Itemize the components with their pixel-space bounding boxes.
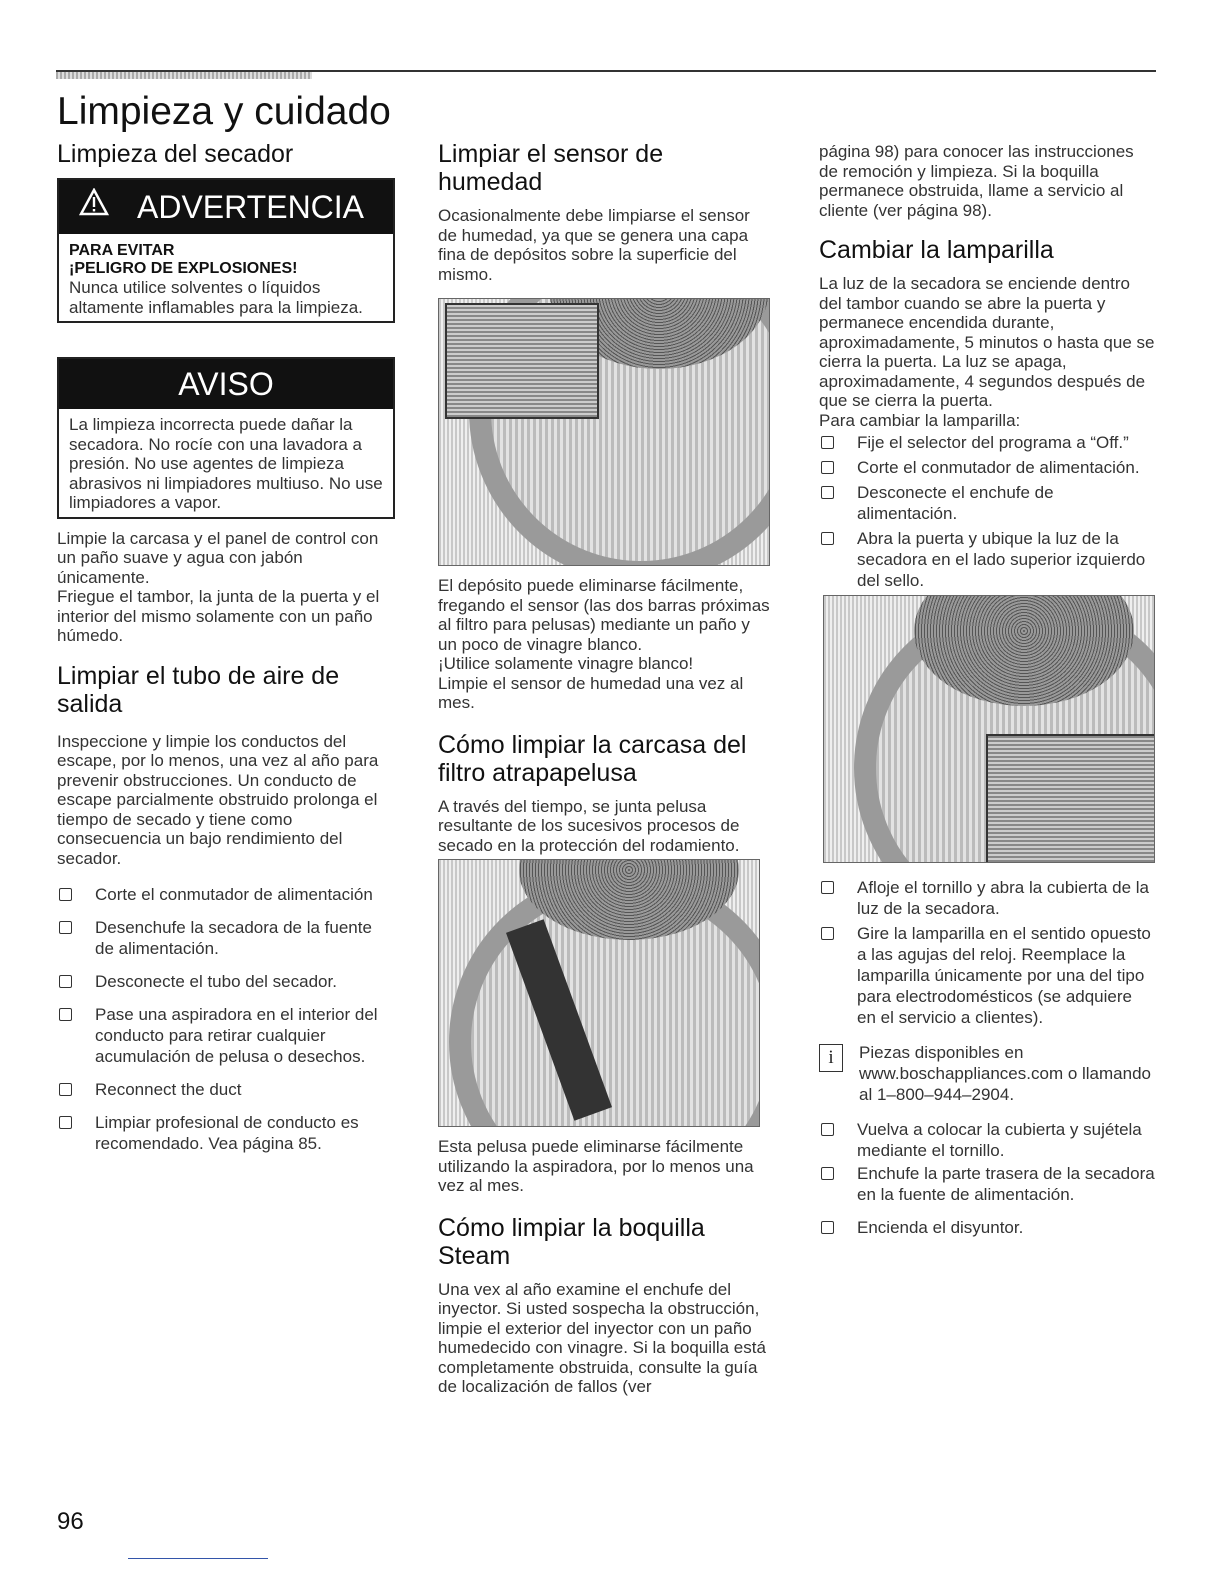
checkbox-icon	[59, 1008, 72, 1021]
steam-continued: página 98) para conocer las instrucciones de remoción y limpieza. Si la boquilla permanece obstruida, llame a servicio al cliente (ver página 98).	[819, 142, 1134, 220]
filter-text: A través del tiempo, se junta pelusa resultante de los sucesivos procesos de secado en la protección del rodamiento.	[438, 796, 740, 855]
list-item: Pase una aspiradora en el interior del conducto para retirar cualquier acumulación de pelusa o desechos.	[57, 1004, 395, 1067]
list-item: Vuelva a colocar la cubierta y sujétela mediante el tornillo.	[819, 1119, 1155, 1161]
lamp-illustration	[823, 595, 1155, 863]
checkbox-icon	[821, 436, 834, 449]
top-rule-tab	[56, 72, 312, 79]
checkbox-icon	[821, 1123, 834, 1136]
list-item: Afloje el tornillo y abra la cubierta de la luz de la secadora.	[819, 877, 1155, 919]
lamp-intro: Para cambiar la lamparilla:	[819, 410, 1021, 430]
warning-header	[59, 180, 393, 234]
lamp-steps-c	[819, 1119, 1155, 1238]
exhaust-text: Inspeccione y limpie los conductos del escape, por lo menos, una vez al año para prevenir obstrucciones. Un conducto de escape parcialmente obstruido prolonga el tiempo de secado y tiene como consecuencia un bajo rendimiento del secador.	[57, 731, 379, 868]
checkbox-icon	[821, 1221, 834, 1234]
sensor-after-3: Limpie el sensor de humedad una vez al mes.	[438, 673, 744, 712]
lamp-steps-b	[819, 877, 1155, 1028]
list-item: Corte el conmutador de alimentación	[57, 884, 395, 905]
page-title: Limpieza y cuidado	[57, 90, 391, 133]
steam-text: Una vex al año examine el enchufe del inyector. Si usted sospecha la obstrucción, limpie el exterior del inyector con un paño humedecido con vinagre. Si la boquilla está completamente obstruida, consulte la guía de localización de fallos (ver	[438, 1279, 766, 1396]
checkbox-icon	[821, 927, 834, 940]
list-item: Reconnect the duct	[57, 1079, 395, 1100]
list-item: Desenchufe la secadora de la fuente de alimentación.	[57, 917, 395, 959]
care-paragraph-2: Friegue el tambor, la junta de la puerta y el interior del mismo solamente con un paño húmedo.	[57, 587, 380, 645]
list-item: Desconecte el enchufe de alimentación.	[819, 482, 1155, 524]
page-number: 96	[57, 1508, 84, 1535]
checkbox-icon	[821, 486, 834, 499]
column-left	[57, 140, 395, 1166]
care-paragraph-1: Limpie la carcasa y el panel de control con un paño suave y agua con jabón únicamente.	[57, 528, 379, 587]
sensor-text: Ocasionalmente debe limpiarse el sensor de humedad, ya que se genera una capa fina de depósitos sobre la superficie del mismo.	[438, 206, 750, 284]
checkbox-icon	[59, 1083, 72, 1096]
filter-after: Esta pelusa puede eliminarse fácilmente utilizando la aspiradora, por lo menos una vez al mes.	[438, 1137, 754, 1195]
filter-title: Cómo limpiar la carcasa del filtro atrapapelusa	[438, 730, 747, 787]
list-item: Enchufe la parte trasera de la secadora en la fuente de alimentación.	[819, 1163, 1155, 1205]
column-middle	[438, 140, 772, 1397]
lamp-title: Cambiar la lamparilla	[819, 236, 1054, 264]
lamp-steps-a	[819, 432, 1155, 591]
section-title: Limpieza del secador	[57, 140, 294, 168]
warning-caps-line2: ¡PELIGRO DE EXPLOSIONES!	[69, 260, 298, 277]
list-item: Gire la lamparilla en el sentido opuesto a las agujas del reloj. Reemplace la lamparilla únicamente por una del tipo para electrodomésticos (se adquiere en el servicio a clientes).	[819, 923, 1155, 1028]
info-icon: i	[819, 1044, 843, 1072]
list-item: Desconecte el tubo del secador.	[57, 971, 395, 992]
list-item: Corte el conmutador de alimentación.	[819, 457, 1155, 478]
notice-body	[59, 409, 393, 517]
steam-title: Cómo limpiar la boquilla Steam	[438, 1213, 705, 1270]
notice-box	[57, 357, 395, 519]
parts-info-text: Piezas disponibles en www.boschappliances.com o llamando al 1–800–944–2904.	[859, 1043, 1151, 1104]
checkbox-icon	[821, 461, 834, 474]
list-item: Fije el selector del programa a “Off.”	[819, 432, 1155, 453]
list-item: Encienda el disyuntor.	[819, 1217, 1155, 1238]
checkbox-icon	[59, 921, 72, 934]
notice-text: La limpieza incorrecta puede dañar la secadora. No rocíe con una lavadora a presión. No use agentes de limpieza abrasivos ni limpiadores multiuso. No use limpiadores a vapor.	[69, 415, 383, 512]
list-item: Limpiar profesional de conducto es recomendado. Vea página 85.	[57, 1112, 395, 1154]
exhaust-steps	[57, 884, 395, 1154]
sensor-illustration	[438, 298, 770, 566]
checkbox-icon	[821, 881, 834, 894]
checkbox-icon	[59, 975, 72, 988]
warning-caps-line1: PARA EVITAR	[69, 242, 175, 259]
warning-text: Nunca utilice solventes o líquidos altamente inflamables para la limpieza.	[69, 278, 363, 317]
sensor-after-2: ¡Utilice solamente vinagre blanco!	[438, 654, 694, 673]
list-item: Abra la puerta y ubique la luz de la secadora en el lado superior izquierdo del sello.	[819, 528, 1155, 591]
warning-triangle-icon	[79, 180, 109, 234]
warning-box	[57, 178, 395, 323]
warning-heading: ADVERTENCIA	[137, 189, 365, 225]
checkbox-icon	[821, 532, 834, 545]
vacuum-illustration	[438, 859, 760, 1127]
checkbox-icon	[59, 888, 72, 901]
parts-info	[819, 1042, 1155, 1105]
column-right	[819, 142, 1155, 1250]
checkbox-icon	[821, 1167, 834, 1180]
lamp-text: La luz de la secadora se enciende dentro del tambor cuando se abre la puerta y permanece encendida durante, aproximadamente, 5 minutos o hasta que se cierra la puerta. La luz se apaga, aproximadamente, 4 segundos después de que se cierra la puerta.	[819, 274, 1155, 410]
checkbox-icon	[59, 1116, 72, 1129]
exhaust-title: Limpiar el tubo de aire de salida	[57, 661, 340, 718]
footer-line	[128, 1558, 268, 1559]
sensor-title: Limpiar el sensor de humedad	[438, 140, 664, 196]
warning-body	[59, 234, 393, 321]
sensor-after-1: El depósito puede eliminarse fácilmente, fregando el sensor (las dos barras próximas al filtro para pelusas) mediante un paño y un poco de vinagre blanco.	[438, 576, 770, 654]
notice-heading: AVISO	[59, 359, 393, 409]
